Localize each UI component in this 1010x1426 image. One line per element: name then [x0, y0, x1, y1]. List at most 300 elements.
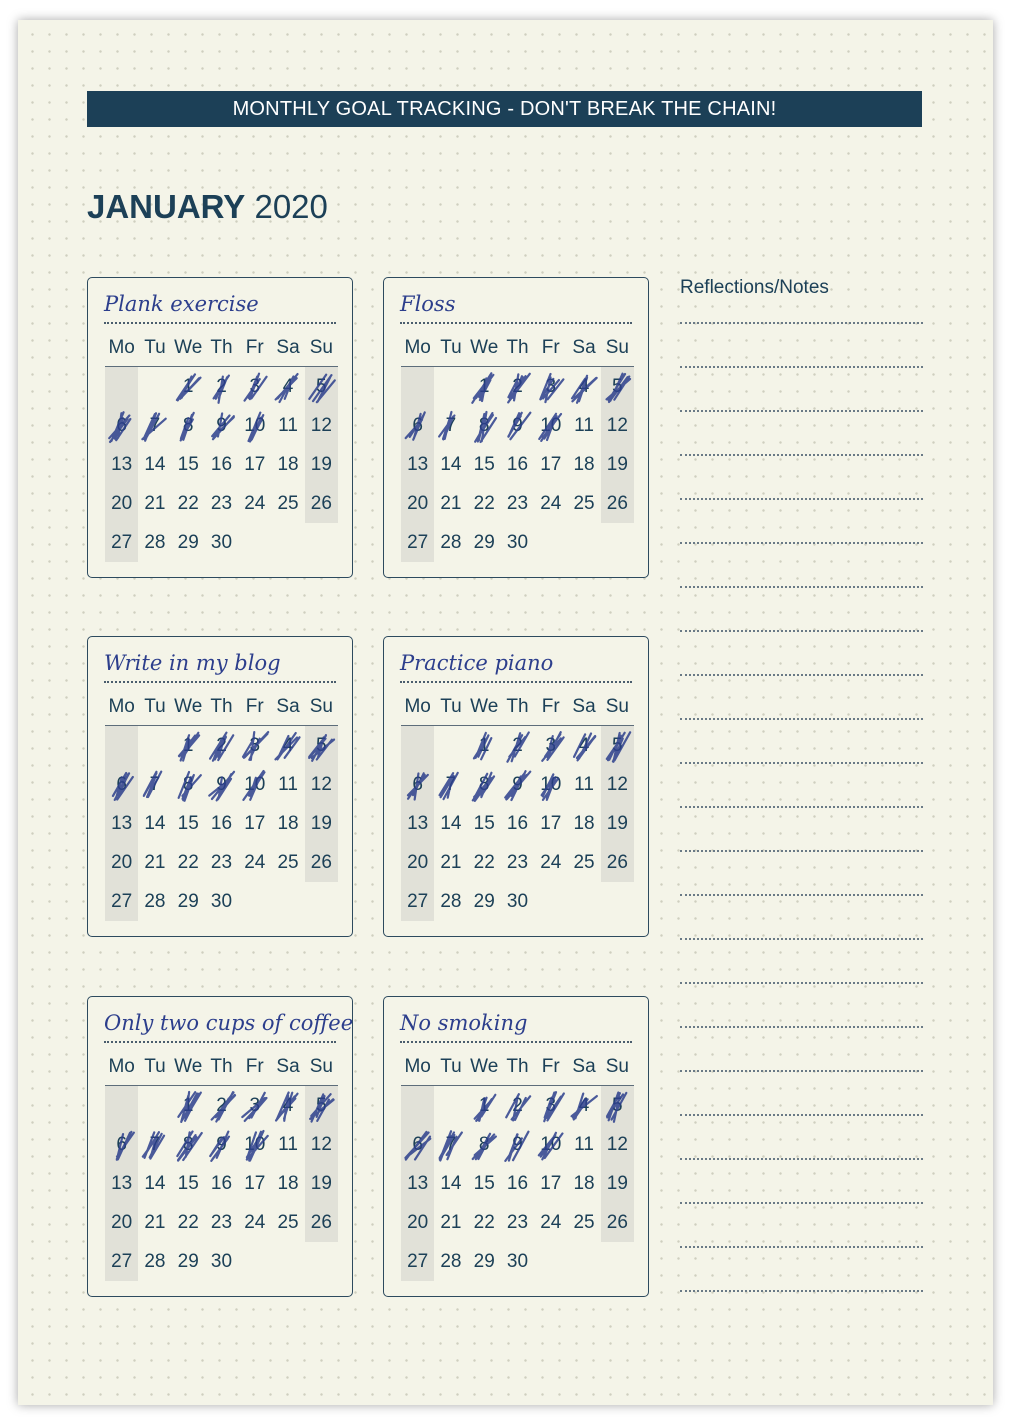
weekday-label: Mo — [108, 1056, 135, 1077]
day-cell[interactable] — [501, 445, 534, 484]
check-scribble-icon — [172, 406, 205, 445]
day-cell[interactable] — [434, 523, 467, 562]
day-cell[interactable] — [172, 1242, 205, 1281]
day-cell[interactable] — [434, 1164, 467, 1203]
day-number: 19 — [606, 812, 628, 834]
weekday-label: We — [174, 1056, 203, 1077]
day-cell[interactable] — [468, 1242, 501, 1281]
day-cell[interactable] — [468, 406, 501, 445]
day-cell[interactable] — [138, 1125, 171, 1164]
day-cell[interactable] — [172, 406, 205, 445]
note-line[interactable] — [680, 542, 923, 544]
weekday-label: Tu — [440, 1056, 462, 1077]
day-cell[interactable] — [601, 1203, 634, 1242]
day-cell[interactable] — [138, 1242, 171, 1281]
day-cell[interactable] — [534, 765, 567, 804]
empty-cell — [434, 726, 467, 765]
day-number: 21 — [144, 1211, 166, 1233]
day-cell[interactable] — [238, 1125, 271, 1164]
day-cell[interactable] — [105, 1242, 138, 1281]
day-cell[interactable] — [205, 367, 238, 406]
check-scribble-icon — [434, 1125, 467, 1164]
day-cell[interactable] — [271, 1086, 304, 1125]
day-cell[interactable] — [601, 843, 634, 882]
day-cell[interactable] — [468, 1086, 501, 1125]
day-cell[interactable] — [172, 523, 205, 562]
day-number: 10 — [244, 1133, 266, 1155]
day-cell[interactable] — [401, 1125, 434, 1164]
note-line[interactable] — [680, 718, 923, 720]
day-cell[interactable] — [468, 843, 501, 882]
goal-title[interactable]: No smoking — [400, 1011, 632, 1043]
day-cell[interactable] — [401, 1164, 434, 1203]
day-cell[interactable] — [601, 1164, 634, 1203]
day-cell[interactable] — [501, 843, 534, 882]
check-scribble-icon — [172, 765, 205, 804]
day-cell[interactable] — [434, 765, 467, 804]
day-cell[interactable] — [434, 804, 467, 843]
check-scribble-icon — [468, 1086, 501, 1125]
day-cell[interactable] — [238, 765, 271, 804]
day-cell[interactable] — [401, 804, 434, 843]
day-cell[interactable] — [105, 1164, 138, 1203]
day-cell[interactable] — [172, 1125, 205, 1164]
day-cell[interactable] — [434, 445, 467, 484]
week-row — [105, 406, 338, 445]
day-cell[interactable] — [567, 804, 600, 843]
goal-title[interactable]: Plank exercise — [104, 292, 336, 324]
day-cell[interactable] — [468, 726, 501, 765]
day-cell[interactable] — [172, 765, 205, 804]
day-cell[interactable] — [401, 523, 434, 562]
weekday-label: Tu — [440, 696, 462, 717]
note-line[interactable] — [680, 454, 923, 456]
day-cell[interactable] — [271, 765, 304, 804]
day-cell[interactable] — [401, 765, 434, 804]
day-cell[interactable] — [468, 523, 501, 562]
day-cell[interactable] — [172, 804, 205, 843]
week-row — [401, 726, 634, 765]
day-cell[interactable] — [305, 484, 338, 523]
day-cell[interactable] — [105, 804, 138, 843]
day-number: 8 — [182, 1133, 194, 1155]
day-cell[interactable] — [138, 765, 171, 804]
weekday-label: Sa — [276, 696, 300, 717]
day-number: 29 — [177, 531, 199, 553]
day-cell[interactable] — [501, 882, 534, 921]
day-cell[interactable] — [401, 1203, 434, 1242]
year: 2020 — [254, 188, 328, 225]
page-banner: MONTHLY GOAL TRACKING - DON'T BREAK THE CHAIN! — [87, 91, 922, 127]
day-number: 30 — [210, 890, 233, 912]
day-cell[interactable] — [501, 1164, 534, 1203]
day-cell[interactable] — [534, 843, 567, 882]
empty-cell — [401, 1086, 434, 1125]
day-number: 19 — [606, 1172, 628, 1194]
day-cell[interactable] — [401, 1242, 434, 1281]
day-cell[interactable] — [238, 843, 271, 882]
day-cell[interactable] — [468, 804, 501, 843]
note-line[interactable] — [680, 1070, 923, 1072]
day-cell[interactable] — [238, 1086, 271, 1125]
day-cell[interactable] — [501, 367, 534, 406]
note-line[interactable] — [680, 1114, 923, 1116]
day-cell[interactable] — [601, 804, 634, 843]
weekday-label: Su — [309, 337, 333, 358]
day-cell[interactable] — [238, 484, 271, 523]
day-number: 8 — [182, 773, 194, 795]
day-cell[interactable] — [567, 1203, 600, 1242]
day-cell[interactable] — [172, 445, 205, 484]
day-cell[interactable] — [434, 406, 467, 445]
day-number: 9 — [512, 414, 523, 436]
day-number: 12 — [310, 414, 332, 436]
check-scribble-icon — [534, 406, 567, 445]
day-cell[interactable] — [534, 445, 567, 484]
day-cell[interactable] — [567, 445, 600, 484]
note-line[interactable] — [680, 410, 923, 412]
day-cell[interactable] — [205, 765, 238, 804]
day-cell[interactable] — [205, 726, 238, 765]
day-number: 17 — [244, 1172, 266, 1194]
day-cell[interactable] — [501, 1242, 534, 1281]
empty-cell — [138, 726, 171, 765]
day-cell[interactable] — [434, 484, 467, 523]
check-scribble-icon — [534, 726, 567, 765]
day-cell[interactable] — [601, 367, 634, 406]
day-cell[interactable] — [305, 445, 338, 484]
day-cell[interactable] — [205, 523, 238, 562]
day-cell[interactable] — [172, 882, 205, 921]
note-line[interactable] — [680, 1246, 923, 1248]
note-line[interactable] — [680, 630, 923, 632]
week-row — [105, 726, 338, 765]
day-cell[interactable] — [205, 484, 238, 523]
day-number: 26 — [310, 1211, 332, 1233]
check-scribble-icon — [401, 765, 434, 804]
note-line[interactable] — [680, 894, 923, 896]
day-cell[interactable] — [501, 804, 534, 843]
note-line[interactable] — [680, 938, 923, 940]
day-cell[interactable] — [105, 1125, 138, 1164]
day-cell[interactable] — [305, 765, 338, 804]
day-cell[interactable] — [468, 1203, 501, 1242]
day-cell[interactable] — [534, 1203, 567, 1242]
day-cell[interactable] — [434, 1125, 467, 1164]
day-cell[interactable] — [468, 882, 501, 921]
day-cell[interactable] — [205, 1164, 238, 1203]
day-cell[interactable] — [172, 1203, 205, 1242]
day-cell[interactable] — [172, 367, 205, 406]
day-cell[interactable] — [601, 406, 634, 445]
empty-cell — [305, 523, 338, 562]
day-cell[interactable] — [601, 726, 634, 765]
day-cell[interactable] — [138, 1203, 171, 1242]
day-number: 13 — [111, 453, 133, 475]
note-line[interactable] — [680, 806, 923, 808]
goal-card — [383, 996, 649, 1297]
day-cell[interactable] — [105, 843, 138, 882]
day-number: 8 — [478, 773, 490, 795]
day-number: 13 — [111, 812, 133, 834]
day-cell[interactable] — [205, 1203, 238, 1242]
day-cell[interactable] — [238, 406, 271, 445]
day-cell[interactable] — [567, 1086, 600, 1125]
day-cell[interactable] — [172, 484, 205, 523]
weekday-label: Th — [506, 696, 529, 717]
day-number: 14 — [144, 453, 166, 475]
day-cell[interactable] — [205, 445, 238, 484]
day-cell[interactable] — [501, 1203, 534, 1242]
day-cell[interactable] — [105, 765, 138, 804]
day-cell[interactable] — [205, 804, 238, 843]
day-cell[interactable] — [567, 843, 600, 882]
day-cell[interactable] — [534, 484, 567, 523]
note-line[interactable] — [680, 1158, 923, 1160]
day-cell[interactable] — [238, 804, 271, 843]
day-cell[interactable] — [138, 523, 171, 562]
day-number: 28 — [144, 1250, 166, 1272]
day-cell[interactable] — [501, 1125, 534, 1164]
day-cell[interactable] — [501, 765, 534, 804]
note-line[interactable] — [680, 366, 923, 368]
day-cell[interactable] — [601, 1125, 634, 1164]
day-number: 7 — [445, 1133, 457, 1155]
day-cell[interactable] — [138, 882, 171, 921]
day-cell[interactable] — [138, 804, 171, 843]
day-cell[interactable] — [468, 1164, 501, 1203]
week-row — [401, 406, 634, 445]
note-line[interactable] — [680, 850, 923, 852]
day-cell[interactable] — [205, 1086, 238, 1125]
empty-cell — [238, 882, 271, 921]
day-cell[interactable] — [238, 1164, 271, 1203]
day-cell[interactable] — [105, 484, 138, 523]
day-cell[interactable] — [401, 406, 434, 445]
day-number: 23 — [506, 492, 529, 514]
day-cell[interactable] — [567, 1164, 600, 1203]
day-cell[interactable] — [105, 523, 138, 562]
day-cell[interactable] — [105, 1203, 138, 1242]
day-cell[interactable] — [238, 726, 271, 765]
day-cell[interactable] — [567, 484, 600, 523]
day-cell[interactable] — [271, 406, 304, 445]
day-cell[interactable] — [205, 406, 238, 445]
check-scribble-icon — [205, 1086, 238, 1125]
day-cell[interactable] — [172, 1086, 205, 1125]
weekday-header — [401, 1049, 634, 1086]
goal-title[interactable]: Write in my blog — [104, 651, 336, 683]
day-number: 26 — [606, 492, 628, 514]
day-cell[interactable] — [468, 445, 501, 484]
day-cell[interactable] — [271, 367, 304, 406]
weekday-label: Su — [309, 1056, 333, 1077]
weekday-header — [105, 689, 338, 726]
goal-title[interactable]: Practice piano — [400, 651, 632, 683]
day-number: 14 — [144, 812, 166, 834]
day-cell[interactable] — [501, 726, 534, 765]
day-cell[interactable] — [138, 1164, 171, 1203]
day-cell[interactable] — [567, 406, 600, 445]
weekday-header — [401, 330, 634, 367]
note-line[interactable] — [680, 1202, 923, 1204]
day-cell[interactable] — [271, 843, 304, 882]
week-row — [105, 765, 338, 804]
day-cell[interactable] — [238, 445, 271, 484]
day-cell[interactable] — [305, 1086, 338, 1125]
day-cell[interactable] — [271, 445, 304, 484]
day-number: 4 — [282, 1094, 294, 1116]
day-cell[interactable] — [567, 726, 600, 765]
empty-cell — [271, 882, 304, 921]
day-cell[interactable] — [501, 406, 534, 445]
check-scribble-icon — [105, 406, 138, 445]
day-number: 11 — [574, 773, 594, 795]
day-number: 3 — [249, 1094, 261, 1116]
day-number: 3 — [249, 734, 261, 756]
day-number: 26 — [606, 1211, 628, 1233]
day-cell[interactable] — [434, 1242, 467, 1281]
day-cell[interactable] — [401, 445, 434, 484]
check-scribble-icon — [172, 367, 205, 406]
day-cell[interactable] — [601, 765, 634, 804]
day-number: 22 — [177, 851, 199, 873]
week-row — [401, 882, 634, 921]
day-cell[interactable] — [305, 804, 338, 843]
day-cell[interactable] — [401, 843, 434, 882]
day-cell[interactable] — [305, 406, 338, 445]
weekday-label: Fr — [245, 1056, 264, 1077]
check-scribble-icon — [534, 765, 567, 804]
weekday-header — [105, 1049, 338, 1086]
note-line[interactable] — [680, 674, 923, 676]
day-cell[interactable] — [172, 726, 205, 765]
day-cell[interactable] — [305, 726, 338, 765]
day-cell[interactable] — [468, 765, 501, 804]
day-cell[interactable] — [567, 367, 600, 406]
note-line[interactable] — [680, 498, 923, 500]
day-number: 27 — [111, 531, 133, 553]
day-cell[interactable] — [534, 1164, 567, 1203]
day-cell[interactable] — [271, 1164, 304, 1203]
day-cell[interactable] — [601, 1086, 634, 1125]
day-cell[interactable] — [172, 843, 205, 882]
day-number: 2 — [512, 1094, 523, 1116]
day-cell[interactable] — [534, 367, 567, 406]
day-cell[interactable] — [468, 367, 501, 406]
weekday-label: Su — [605, 1056, 629, 1077]
day-cell[interactable] — [138, 406, 171, 445]
day-number: 11 — [574, 1133, 594, 1155]
day-cell[interactable] — [434, 843, 467, 882]
day-number: 22 — [177, 1211, 199, 1233]
day-cell[interactable] — [205, 843, 238, 882]
goal-title[interactable]: Floss — [400, 292, 632, 324]
check-scribble-icon — [271, 726, 304, 765]
day-cell[interactable] — [271, 484, 304, 523]
goal-title[interactable]: Only two cups of coffee — [104, 1011, 336, 1043]
day-cell[interactable] — [238, 367, 271, 406]
day-number: 21 — [440, 492, 462, 514]
day-cell[interactable] — [138, 445, 171, 484]
day-cell[interactable] — [501, 484, 534, 523]
calendar-grid — [401, 330, 634, 562]
day-cell[interactable] — [305, 1203, 338, 1242]
calendar-grid — [105, 330, 338, 562]
day-cell[interactable] — [534, 726, 567, 765]
day-cell[interactable] — [305, 843, 338, 882]
day-cell[interactable] — [468, 1125, 501, 1164]
day-cell[interactable] — [271, 804, 304, 843]
goal-card — [383, 636, 649, 937]
day-cell[interactable] — [138, 843, 171, 882]
day-cell[interactable] — [105, 406, 138, 445]
day-cell[interactable] — [534, 804, 567, 843]
day-cell[interactable] — [501, 523, 534, 562]
day-cell[interactable] — [534, 1125, 567, 1164]
day-number: 25 — [277, 492, 299, 514]
day-number: 17 — [540, 453, 562, 475]
check-scribble-icon — [205, 765, 238, 804]
check-scribble-icon — [138, 765, 171, 804]
note-line[interactable] — [680, 322, 923, 324]
day-cell[interactable] — [434, 1203, 467, 1242]
day-number: 15 — [473, 1172, 495, 1194]
check-scribble-icon — [205, 1125, 238, 1164]
day-cell[interactable] — [305, 367, 338, 406]
day-cell[interactable] — [305, 1125, 338, 1164]
day-cell[interactable] — [105, 882, 138, 921]
day-cell[interactable] — [401, 882, 434, 921]
empty-cell — [401, 726, 434, 765]
day-cell[interactable] — [601, 484, 634, 523]
day-cell[interactable] — [205, 1242, 238, 1281]
day-cell[interactable] — [434, 882, 467, 921]
day-cell[interactable] — [238, 1203, 271, 1242]
note-line[interactable] — [680, 762, 923, 764]
note-line[interactable] — [680, 586, 923, 588]
week-row — [401, 765, 634, 804]
day-cell[interactable] — [534, 1086, 567, 1125]
weekday-label: Tu — [144, 1056, 166, 1077]
day-cell[interactable] — [205, 1125, 238, 1164]
day-cell[interactable] — [105, 445, 138, 484]
check-scribble-icon — [238, 1125, 271, 1164]
day-cell[interactable] — [567, 1125, 600, 1164]
note-line[interactable] — [680, 1026, 923, 1028]
week-row — [401, 523, 634, 562]
day-cell[interactable] — [401, 484, 434, 523]
day-cell[interactable] — [138, 484, 171, 523]
day-cell[interactable] — [501, 1086, 534, 1125]
day-number: 3 — [545, 1094, 557, 1116]
day-cell[interactable] — [172, 1164, 205, 1203]
day-number: 8 — [478, 1133, 490, 1155]
day-cell[interactable] — [468, 484, 501, 523]
calendar-grid — [401, 689, 634, 921]
note-line[interactable] — [680, 1290, 923, 1292]
day-cell[interactable] — [205, 882, 238, 921]
day-cell[interactable] — [271, 1203, 304, 1242]
note-line[interactable] — [680, 982, 923, 984]
day-number: 10 — [244, 414, 266, 436]
day-cell[interactable] — [305, 1164, 338, 1203]
day-cell[interactable] — [567, 765, 600, 804]
day-cell[interactable] — [601, 445, 634, 484]
day-cell[interactable] — [271, 726, 304, 765]
day-cell[interactable] — [271, 1125, 304, 1164]
day-cell[interactable] — [534, 406, 567, 445]
